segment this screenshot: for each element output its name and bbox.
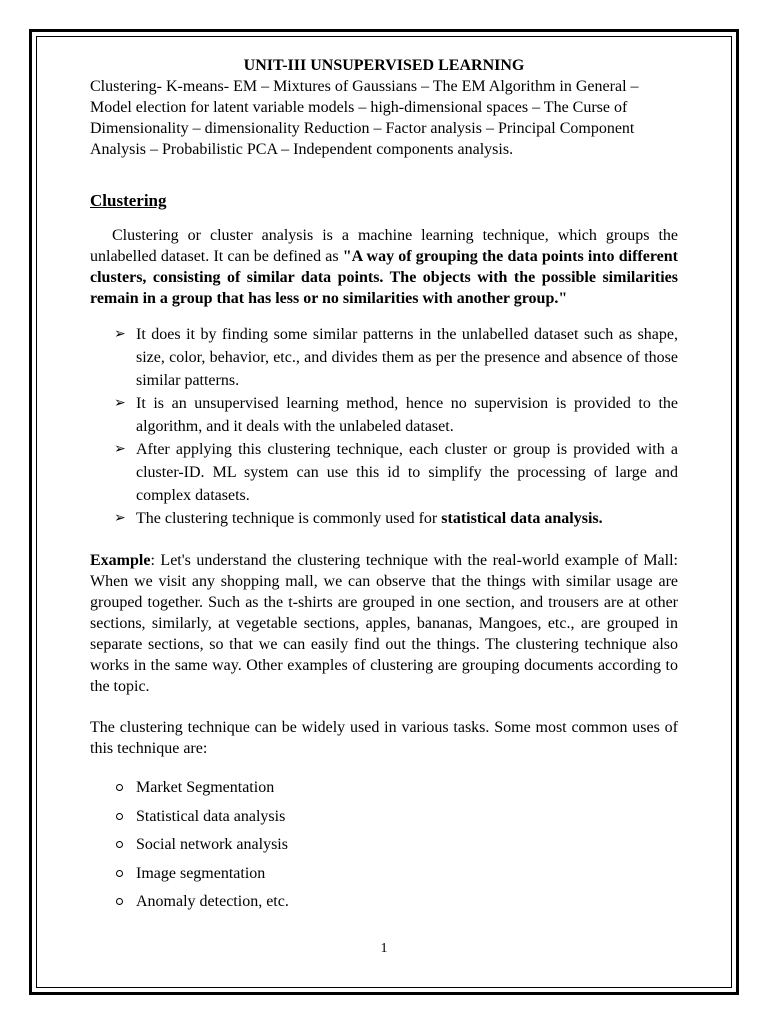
list-item bbox=[114, 323, 678, 392]
list-item-text: Anomaly detection, etc. bbox=[136, 893, 289, 910]
list-item-text: Image segmentation bbox=[136, 864, 266, 882]
list-item bbox=[114, 777, 678, 806]
list-item-bold: statistical data analysis. bbox=[441, 510, 603, 527]
uses-list bbox=[90, 777, 678, 920]
example-paragraph bbox=[90, 550, 678, 697]
list-item bbox=[114, 863, 678, 892]
page-number: 1 bbox=[380, 941, 388, 956]
syllabus-paragraph: Clustering- K-means- EM – Mixtures of Gaussians – The EM Algorithm in General – Model election for latent variable models – high-dimensional spaces – The Curse of Dimensionality – dimensionality Reduction – Factor analysis – Principal Component Analysis – Probabilistic PCA – Independent components analysis. bbox=[90, 78, 639, 158]
circle-bullet-icon bbox=[116, 813, 123, 820]
feature-list bbox=[90, 323, 678, 530]
arrow-bullet-icon: ➢ bbox=[114, 396, 126, 411]
list-item-text: Market Segmentation bbox=[136, 779, 275, 796]
list-item-text: Social network analysis bbox=[136, 836, 288, 853]
circle-bullet-icon bbox=[116, 841, 123, 848]
section-heading: Clustering bbox=[90, 191, 167, 210]
circle-bullet-icon bbox=[116, 870, 123, 877]
list-item bbox=[114, 806, 678, 835]
list-item-text: It is an unsupervised learning method, hence no supervision is provided to the algorithm, and it deals with the unlabeled dataset. bbox=[136, 395, 678, 435]
list-item-text: The clustering technique is commonly used for bbox=[136, 510, 442, 527]
uses-intro-paragraph: The clustering technique can be widely used in various tasks. Some most common uses of this technique are: bbox=[90, 719, 678, 757]
arrow-bullet-icon: ➢ bbox=[114, 442, 126, 457]
list-item-text: After applying this clustering technique, each cluster or group is provided with a cluster-ID. ML system can use this id to simplify the processing of large and complex datasets. bbox=[136, 441, 678, 504]
unit-title: UNIT-III UNSUPERVISED LEARNING bbox=[243, 57, 525, 74]
intro-paragraph bbox=[90, 225, 678, 309]
intro-definition: "A way of grouping the data points into different clusters, consisting of similar data points. The objects with the possible similarities remain in a group that has less or no similarities with another group." bbox=[90, 248, 678, 307]
example-text: : Let's understand the clustering technique with the real-world example of Mall: When we visit any shopping mall, we can observe that the things with similar usage are grouped together. Such as the t-shirts are grouped in one section, and trousers are at other sections, similarly, at vegetable sections, apples, bananas, Mangoes, etc., are grouped in separate sections, so that we can easily find out the things. The clustering technique also works in the same way. Other examples of clustering are grouping documents according to the topic. bbox=[90, 552, 678, 695]
page-content bbox=[90, 55, 678, 920]
arrow-bullet-icon: ➢ bbox=[114, 511, 126, 526]
list-item bbox=[114, 507, 678, 530]
list-item bbox=[114, 438, 678, 507]
list-item bbox=[114, 834, 678, 863]
circle-bullet-icon bbox=[116, 784, 123, 791]
circle-bullet-icon bbox=[116, 898, 123, 905]
list-item bbox=[114, 891, 678, 920]
example-label: Example bbox=[90, 552, 151, 569]
list-item-text: Statistical data analysis bbox=[136, 807, 286, 825]
arrow-bullet-icon: ➢ bbox=[114, 327, 126, 342]
list-item-text: It does it by finding some similar patterns in the unlabelled dataset such as shape, size, color, behavior, etc., and divides them as per the presence and absence of those similar patterns. bbox=[136, 326, 678, 389]
list-item bbox=[114, 392, 678, 438]
intro-plain-text: Clustering or cluster analysis is a machine learning technique, which groups the unlabelled dataset. It can be defined as bbox=[90, 227, 678, 265]
